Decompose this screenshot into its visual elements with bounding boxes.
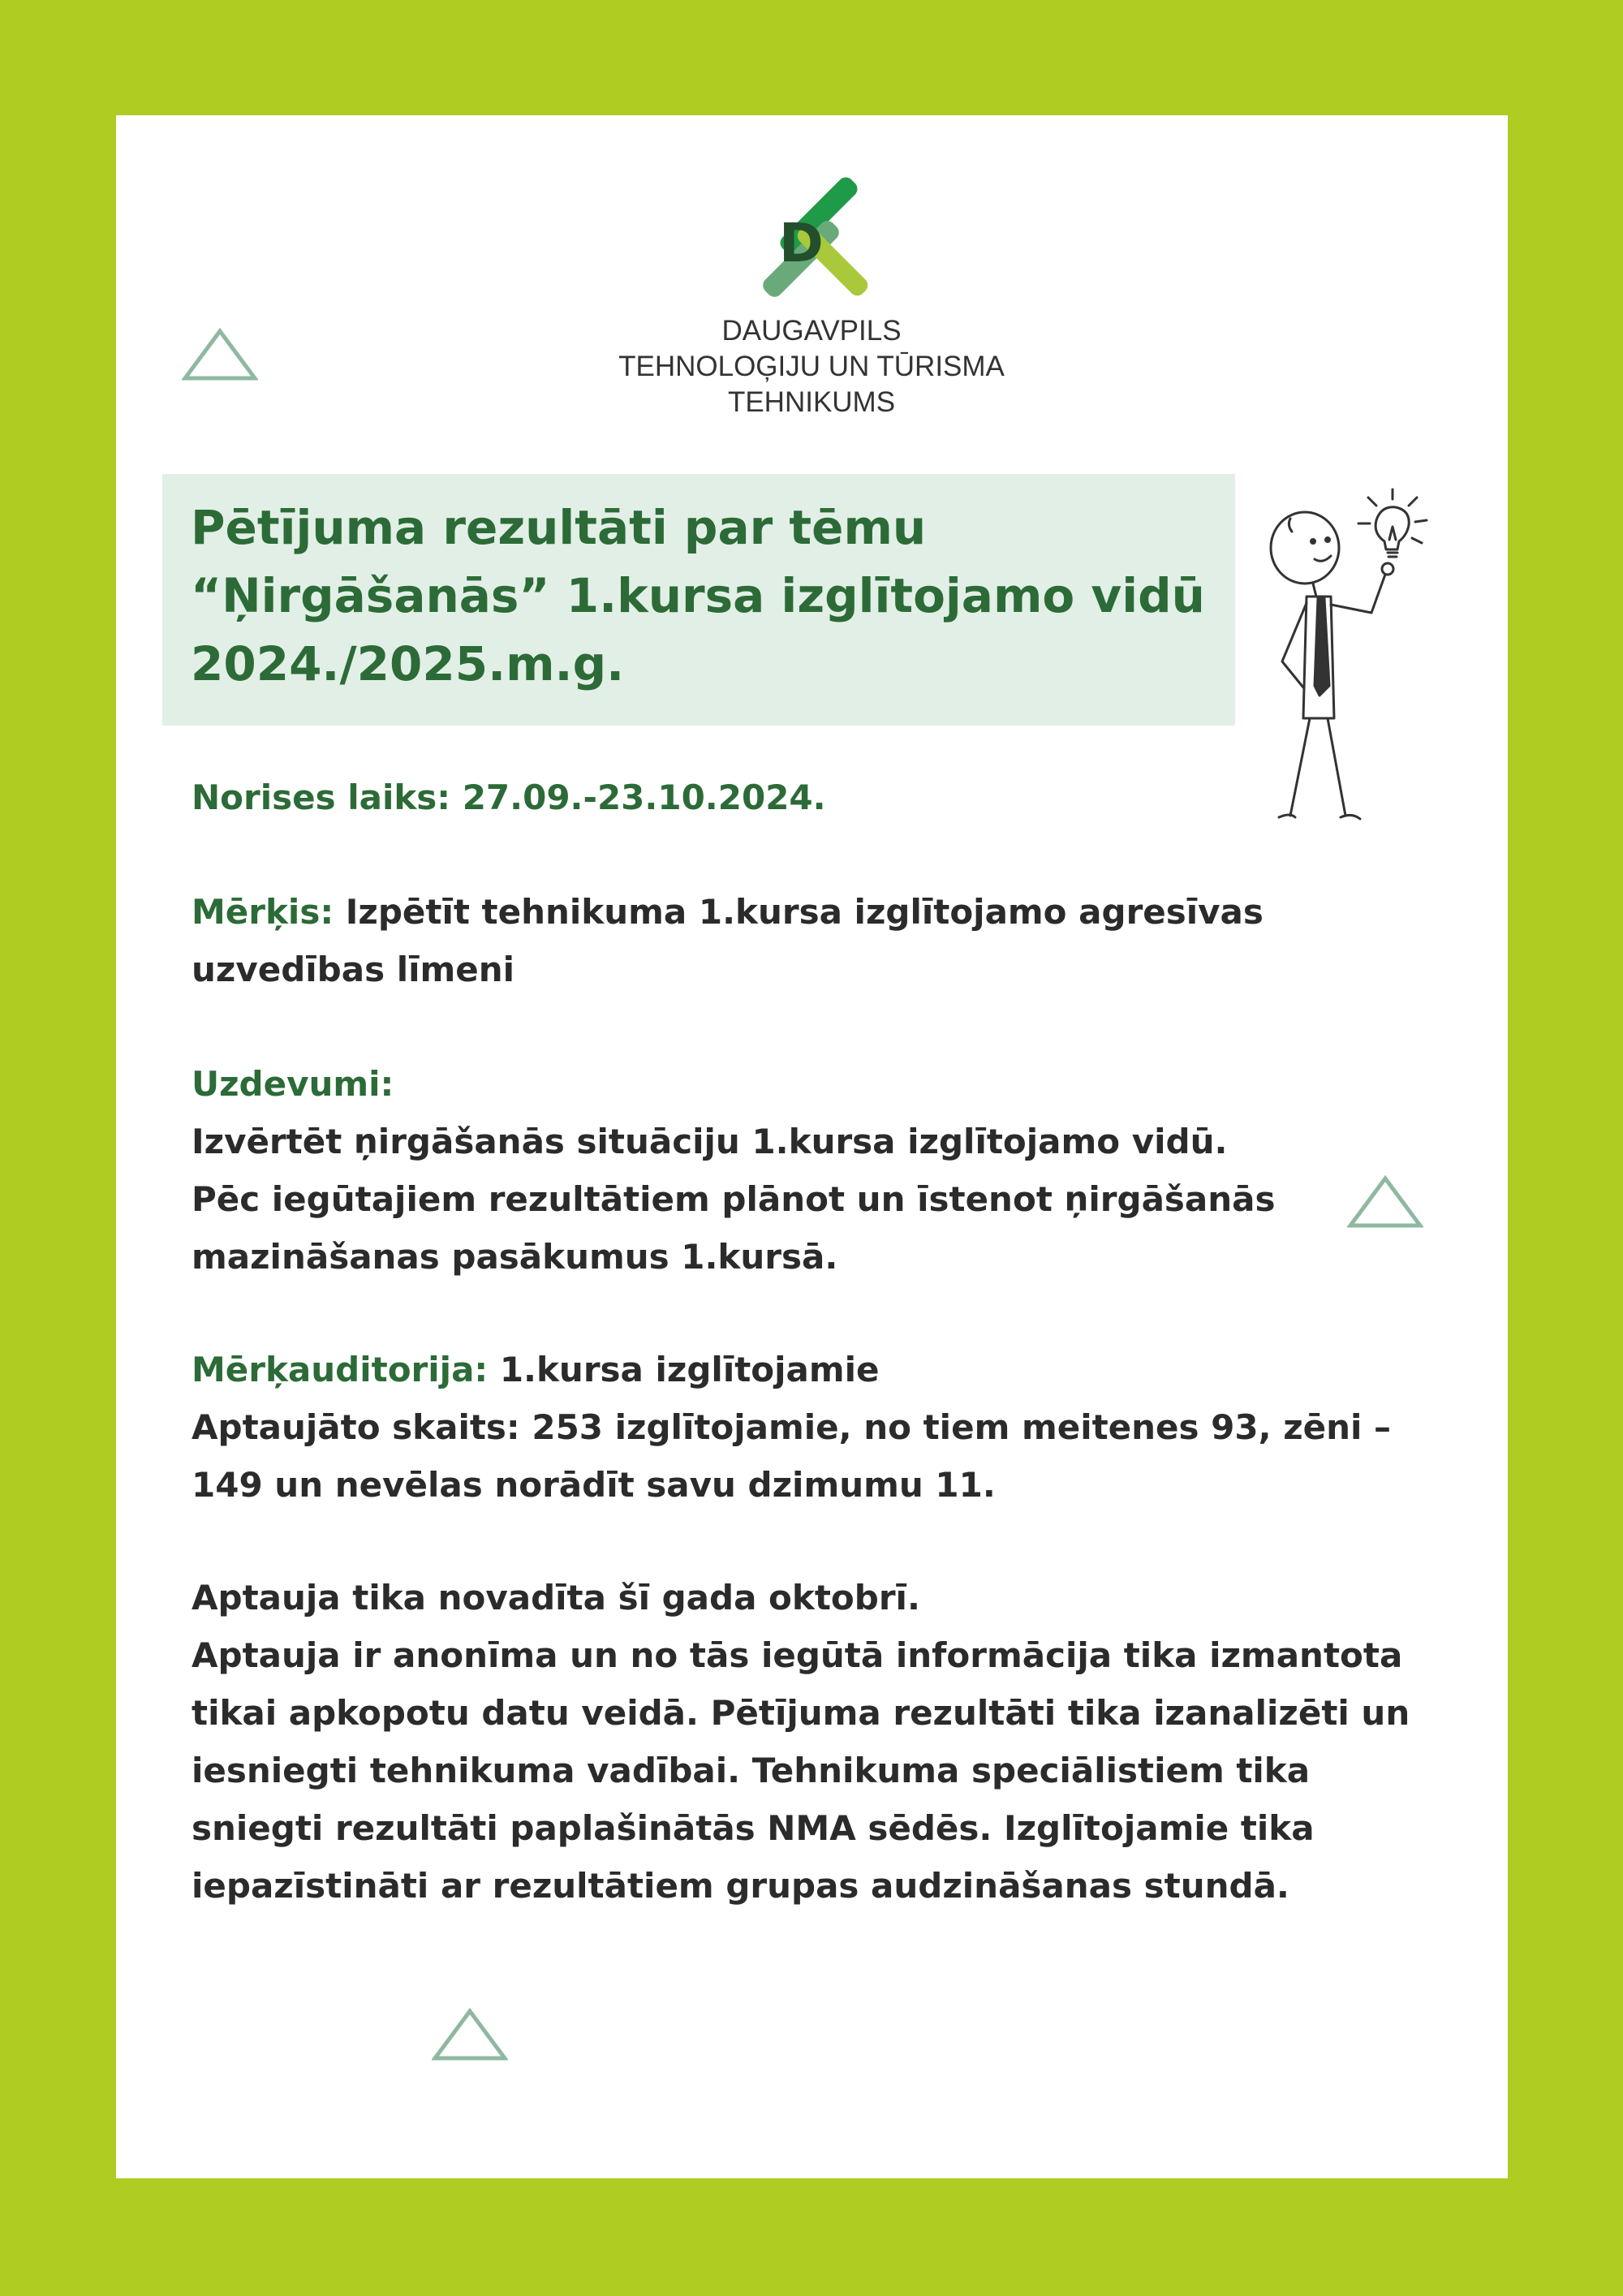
count-line: Aptaujāto skaits: 253 izglītojamie, no tiem meitenes 93, zēni – [192, 1407, 1392, 1447]
goal-section [192, 883, 1457, 998]
logo-letter: D [779, 212, 824, 274]
audience-label: Mērķauditorija: [192, 1350, 489, 1389]
survey-line: tikai apkopotu datu veidā. Pētījuma rezultāti tika izanalizēti un [192, 1693, 1410, 1733]
audience-value: 1.kursa izglītojamie [488, 1350, 880, 1389]
triangle-outline-icon [432, 2008, 508, 2061]
goal-line [192, 883, 1457, 941]
tasks-line: mazināšanas pasākumus 1.kursā. [192, 1237, 838, 1277]
goal-label: Mērķis: [192, 892, 334, 932]
school-name-line: TEHNOLOĢIJU UN TŪRISMA [618, 351, 1005, 382]
title-line: 2024./2025.m.g. [191, 636, 625, 691]
survey-line: iesniegti tehnikuma vadībai. Tehnikuma speciālistiem tika [192, 1751, 1311, 1790]
school-name-line: TEHNIKUMS [727, 386, 896, 418]
count-line: 149 un nevēlas norādīt savu dzimumu 11. [192, 1465, 996, 1505]
title-line: “Ņirgāšanās” 1.kursa izglītojamo vidū [191, 568, 1205, 623]
survey-line: Aptauja tika novadīta šī gada oktobrī. [192, 1578, 920, 1618]
goal-line-2: uzvedības līmeni [192, 950, 515, 989]
survey-line: Aptauja ir anonīma un no tās iegūtā informācija tika izmantota [192, 1635, 1403, 1675]
goal-text: Izpētīt tehnikuma 1.kursa izglītojamo agresīvas [334, 892, 1264, 932]
tasks-line: Izvērtēt ņirgāšanās situāciju 1.kursa izglītojamo vidū. [192, 1122, 1228, 1161]
survey-line: sniegti rezultāti paplašinātās NMA sēdēs. Izglītojamie tika [192, 1808, 1315, 1848]
survey-section [192, 1569, 1457, 1915]
tasks-line: Pēc iegūtajiem rezultātiem plānot un īstenot ņirgāšanās [192, 1179, 1276, 1219]
tasks-section [192, 1055, 1457, 1286]
tasks-label: Uzdevumi: [192, 1064, 394, 1104]
audience-line [192, 1341, 1457, 1398]
triangle-outline-icon [182, 328, 258, 381]
time-text: Norises laiks: 27.09.-23.10.2024. [192, 778, 826, 817]
audience-section [192, 1341, 1457, 1514]
logo-icon [745, 172, 883, 310]
survey-line: iepazīstināti ar rezultātiem grupas audzināšanas stundā. [192, 1866, 1289, 1906]
page-title [191, 474, 1229, 698]
time-line [192, 769, 1457, 826]
title-box [162, 474, 1235, 726]
title-line: Pētījuma rezultāti par tēmu [191, 500, 927, 555]
school-name-line: DAUGAVPILS [721, 315, 902, 347]
school-name [568, 313, 1055, 420]
